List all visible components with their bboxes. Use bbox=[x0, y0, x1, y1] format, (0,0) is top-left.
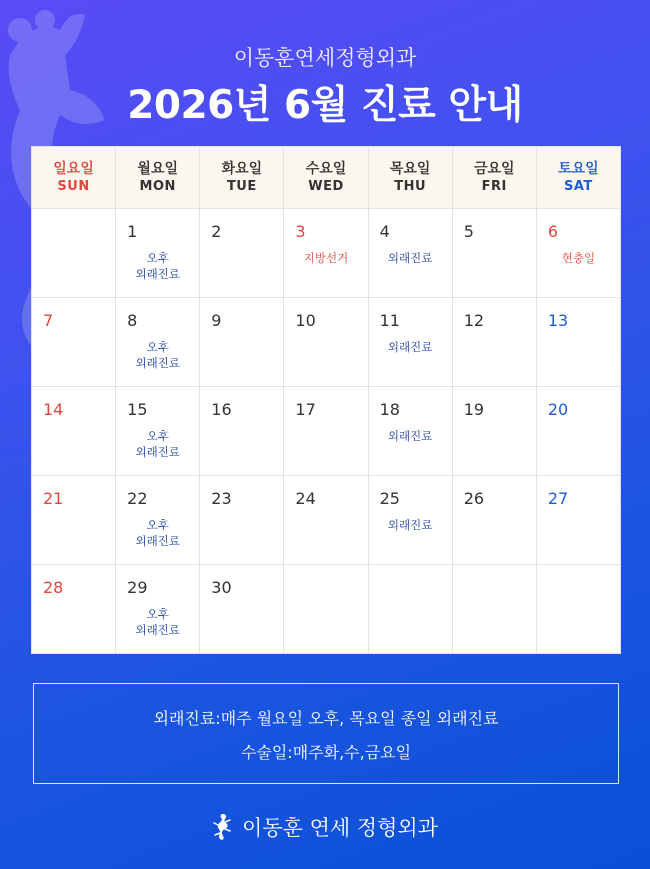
calendar-day-cell bbox=[116, 209, 200, 298]
day-note bbox=[284, 250, 367, 266]
day-note bbox=[369, 517, 452, 533]
day-note bbox=[116, 428, 199, 460]
day-note bbox=[369, 250, 452, 266]
gecko-icon bbox=[212, 812, 234, 842]
weekday-en: SUN bbox=[57, 178, 90, 194]
calendar-day-cell bbox=[32, 565, 116, 654]
day-number: 18 bbox=[379, 400, 400, 419]
calendar-day-cell bbox=[32, 209, 116, 298]
day-number: 26 bbox=[463, 489, 485, 508]
day-number: 3 bbox=[295, 222, 306, 241]
day-number: 15 bbox=[127, 400, 148, 419]
calendar-week-row bbox=[32, 209, 621, 298]
calendar-day-cell bbox=[452, 387, 536, 476]
calendar-day-cell bbox=[32, 387, 116, 476]
weekday-header-mon bbox=[116, 147, 200, 209]
calendar-day-cell bbox=[368, 209, 452, 298]
weekday-en: TUE bbox=[226, 178, 257, 194]
calendar-day-cell bbox=[536, 387, 620, 476]
calendar-day-cell bbox=[116, 476, 200, 565]
day-note-line1: 오후 bbox=[146, 340, 169, 354]
day-number: 20 bbox=[547, 400, 569, 419]
day-note-line1: 외래진료 bbox=[387, 429, 433, 443]
calendar-day-cell bbox=[284, 476, 368, 565]
day-note-line1: 오후 bbox=[146, 607, 169, 621]
calendar-day-cell bbox=[452, 565, 536, 654]
weekday-header-tue bbox=[200, 147, 284, 209]
day-number: 5 bbox=[463, 222, 474, 241]
calendar-day-cell bbox=[200, 476, 284, 565]
day-number: 23 bbox=[211, 489, 232, 508]
calendar-day-cell bbox=[116, 565, 200, 654]
day-number: 25 bbox=[379, 489, 400, 508]
calendar-day-cell bbox=[452, 298, 536, 387]
calendar-day-cell bbox=[116, 387, 200, 476]
calendar-day-cell bbox=[452, 476, 536, 565]
day-note bbox=[116, 606, 199, 638]
day-number: 13 bbox=[547, 311, 569, 330]
calendar-day-cell bbox=[32, 476, 116, 565]
weekday-en: FRI bbox=[481, 178, 507, 194]
weekday-kr: 화요일 bbox=[221, 160, 263, 177]
calendar-body bbox=[32, 209, 621, 654]
day-number: 6 bbox=[547, 222, 559, 241]
day-number: 24 bbox=[295, 489, 316, 508]
day-note bbox=[116, 250, 199, 282]
calendar-day-cell bbox=[536, 298, 620, 387]
day-number: 4 bbox=[379, 222, 390, 241]
footer-clinic-name: 이동훈 연세 정형외과 bbox=[242, 816, 438, 840]
day-number: 9 bbox=[211, 311, 222, 330]
day-note-line1: 오후 bbox=[146, 429, 169, 443]
day-note-line2: 외래진료 bbox=[135, 623, 180, 637]
day-number: 14 bbox=[43, 400, 64, 419]
day-number: 2 bbox=[211, 222, 222, 241]
calendar-day-cell bbox=[368, 476, 452, 565]
weekday-en: WED bbox=[308, 178, 344, 194]
calendar-day-cell bbox=[536, 476, 620, 565]
calendar-week-row bbox=[32, 476, 621, 565]
day-number: 19 bbox=[463, 400, 485, 419]
day-note-line1: 외래진료 bbox=[387, 340, 433, 354]
weekday-kr: 일요일 bbox=[53, 160, 94, 177]
weekday-kr: 금요일 bbox=[473, 160, 515, 177]
clinic-subtitle: 이동훈연세정형외과 bbox=[233, 46, 417, 70]
day-note bbox=[537, 250, 620, 266]
day-note-line2: 외래진료 bbox=[135, 356, 180, 370]
schedule-info-box bbox=[33, 683, 619, 784]
day-number: 8 bbox=[127, 311, 138, 330]
day-number: 30 bbox=[211, 578, 232, 597]
calendar-day-cell bbox=[284, 209, 368, 298]
day-number: 10 bbox=[295, 311, 316, 330]
weekday-kr: 목요일 bbox=[389, 160, 431, 177]
calendar-day-cell bbox=[32, 298, 116, 387]
day-note-line1: 오후 bbox=[146, 251, 169, 265]
calendar-day-cell bbox=[536, 209, 620, 298]
weekday-header-sun bbox=[32, 147, 116, 209]
day-number: 28 bbox=[43, 578, 64, 597]
weekday-header-sat bbox=[536, 147, 620, 209]
weekday-en: MON bbox=[139, 178, 176, 194]
page-title: 2026년 6월 진료 안내 bbox=[127, 83, 523, 128]
day-note-line1: 지방선거 bbox=[303, 251, 349, 265]
day-number: 17 bbox=[295, 400, 316, 419]
weekday-kr: 수요일 bbox=[305, 160, 347, 177]
calendar-day-cell bbox=[368, 387, 452, 476]
day-note-line1: 현충일 bbox=[561, 251, 596, 265]
weekday-header-thu bbox=[368, 147, 452, 209]
day-note-line1: 오후 bbox=[146, 518, 169, 532]
day-number: 11 bbox=[379, 311, 400, 330]
calendar-day-cell bbox=[200, 387, 284, 476]
day-number: 1 bbox=[127, 222, 138, 241]
calendar-day-cell bbox=[116, 298, 200, 387]
calendar-day-cell bbox=[368, 565, 452, 654]
weekday-kr: 토요일 bbox=[558, 160, 599, 177]
calendar-day-cell bbox=[200, 565, 284, 654]
calendar-day-cell bbox=[368, 298, 452, 387]
weekday-en: SAT bbox=[564, 178, 593, 194]
surgery-info: 수술일:매주화,수,금요일 bbox=[240, 743, 412, 762]
day-number: 29 bbox=[127, 578, 148, 597]
weekday-header-fri bbox=[452, 147, 536, 209]
calendar-day-cell bbox=[284, 298, 368, 387]
calendar-day-cell bbox=[284, 387, 368, 476]
day-number: 22 bbox=[127, 489, 148, 508]
footer-logo bbox=[0, 812, 650, 842]
calendar-day-cell bbox=[536, 565, 620, 654]
weekday-header-row bbox=[32, 147, 621, 209]
day-note-line2: 외래진료 bbox=[135, 445, 180, 459]
day-note bbox=[116, 517, 199, 549]
weekday-en: THU bbox=[394, 178, 427, 194]
calendar-day-cell bbox=[284, 565, 368, 654]
calendar-week-row bbox=[32, 298, 621, 387]
weekday-header-wed bbox=[284, 147, 368, 209]
calendar-day-cell bbox=[200, 298, 284, 387]
day-note bbox=[369, 428, 452, 444]
day-note-line2: 외래진료 bbox=[135, 267, 180, 281]
weekday-kr: 월요일 bbox=[137, 160, 178, 177]
day-note-line2: 외래진료 bbox=[135, 534, 180, 548]
calendar-day-cell bbox=[200, 209, 284, 298]
day-note bbox=[369, 339, 452, 355]
calendar-week-row bbox=[32, 387, 621, 476]
day-note-line1: 외래진료 bbox=[387, 518, 433, 532]
outpatient-info: 외래진료:매주 월요일 오후, 목요일 종일 외래진료 bbox=[153, 709, 499, 728]
day-number: 27 bbox=[547, 489, 569, 508]
day-note bbox=[116, 339, 199, 371]
calendar-table bbox=[31, 146, 621, 654]
calendar-week-row bbox=[32, 565, 621, 654]
day-number: 7 bbox=[43, 311, 54, 330]
day-number: 21 bbox=[43, 489, 64, 508]
day-number: 12 bbox=[463, 311, 485, 330]
calendar-day-cell bbox=[452, 209, 536, 298]
day-number: 16 bbox=[211, 400, 232, 419]
day-note-line1: 외래진료 bbox=[387, 251, 433, 265]
